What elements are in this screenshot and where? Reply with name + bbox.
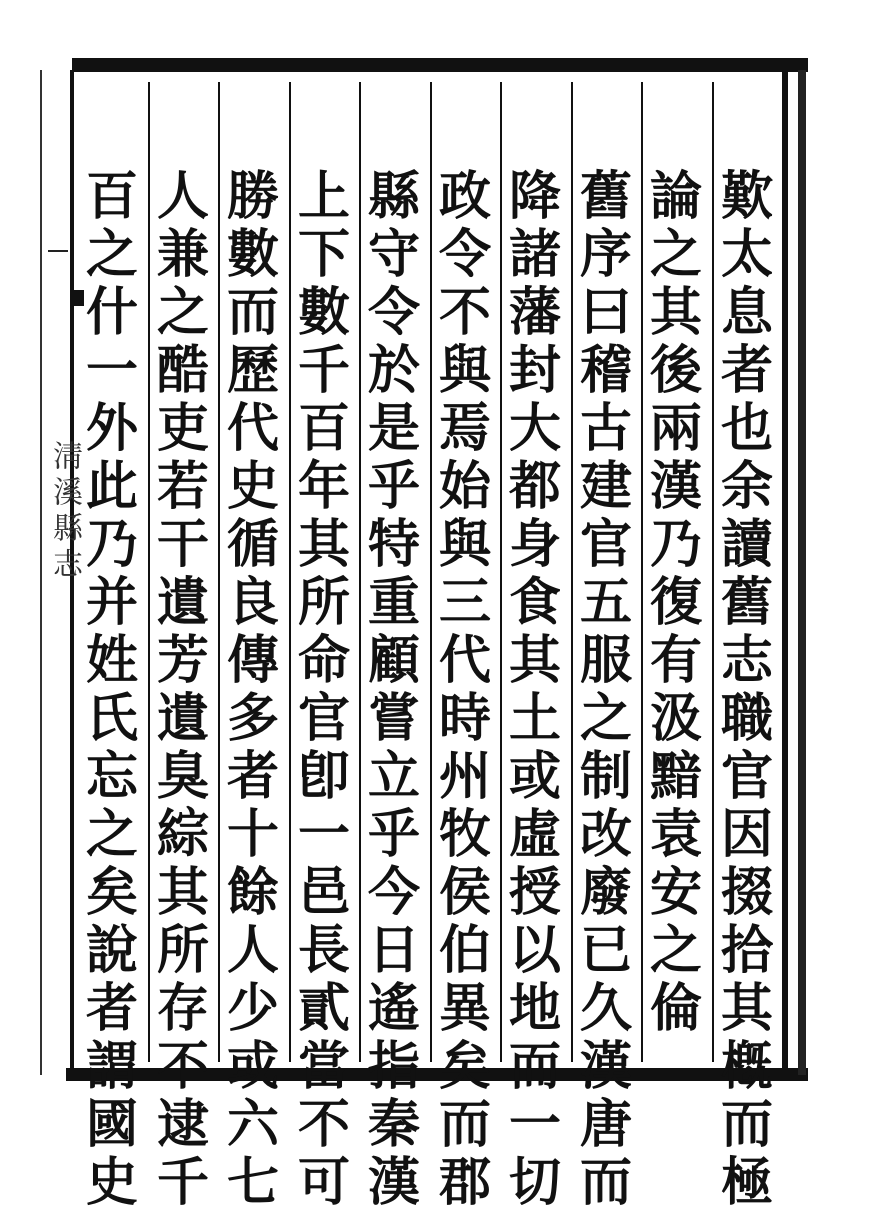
character: 之 — [85, 224, 138, 285]
character: 時 — [438, 688, 491, 749]
character: 循 — [226, 514, 279, 575]
character: 諸 — [508, 224, 561, 285]
character: 袁 — [649, 804, 702, 865]
character: 虛 — [508, 804, 561, 865]
character: 州 — [438, 746, 491, 807]
character: 也 — [720, 398, 773, 459]
character: 傳 — [226, 630, 279, 691]
character: 已 — [579, 920, 632, 981]
text-column — [434, 166, 496, 1213]
character: 守 — [367, 224, 420, 285]
character: 遙 — [367, 978, 420, 1039]
character: 日 — [367, 920, 420, 981]
character: 此 — [85, 456, 138, 517]
character: 乎 — [367, 804, 420, 865]
character: 食 — [508, 572, 561, 633]
character: 建 — [579, 456, 632, 517]
character: 以 — [508, 920, 561, 981]
character: 綜 — [156, 804, 209, 865]
character: 者 — [85, 978, 138, 1039]
right-border — [782, 62, 788, 1072]
column-rule — [712, 82, 714, 1062]
character: 異 — [438, 978, 491, 1039]
character: 之 — [579, 688, 632, 749]
character: 臭 — [156, 746, 209, 807]
column-rule — [500, 82, 502, 1062]
character: 顧 — [367, 630, 420, 691]
character: 所 — [297, 572, 350, 633]
character: 遺 — [156, 688, 209, 749]
character: 與 — [438, 340, 491, 401]
character: 始 — [438, 456, 491, 517]
character: 者 — [226, 746, 279, 807]
character: 伯 — [438, 920, 491, 981]
character: 矣 — [85, 862, 138, 923]
character: 制 — [579, 746, 632, 807]
character: 七 — [226, 1152, 279, 1213]
character: 重 — [367, 572, 420, 633]
character: 志 — [720, 630, 773, 691]
character: 命 — [297, 630, 350, 691]
character: 一 — [297, 804, 350, 865]
character: 千 — [297, 340, 350, 401]
character: 其 — [720, 978, 773, 1039]
character: 兩 — [649, 398, 702, 459]
character: 久 — [579, 978, 632, 1039]
column-rule — [148, 82, 150, 1062]
character: 乃 — [649, 514, 702, 575]
character: 不 — [156, 1036, 209, 1097]
column-rule — [571, 82, 573, 1062]
character: 下 — [297, 224, 350, 285]
character: 身 — [508, 514, 561, 575]
character: 特 — [367, 514, 420, 575]
character: 廢 — [579, 862, 632, 923]
character: 歷 — [226, 340, 279, 401]
character: 官 — [579, 514, 632, 575]
character: 舊 — [720, 572, 773, 633]
character: 余 — [720, 456, 773, 517]
character: 而 — [579, 1152, 632, 1213]
character: 逮 — [156, 1094, 209, 1155]
character: 郡 — [438, 1152, 491, 1213]
character: 服 — [579, 630, 632, 691]
character: 地 — [508, 978, 561, 1039]
character: 多 — [226, 688, 279, 749]
character: 其 — [297, 514, 350, 575]
character: 不 — [438, 282, 491, 343]
column-rule — [218, 82, 220, 1062]
character: 姓 — [85, 630, 138, 691]
right-border-outer — [798, 70, 806, 1075]
character: 當 — [297, 1036, 350, 1097]
character: 漢 — [579, 1036, 632, 1097]
character: 而 — [508, 1036, 561, 1097]
character: 其 — [649, 282, 702, 343]
character: 忘 — [85, 746, 138, 807]
character: 唐 — [579, 1094, 632, 1155]
character: 勝 — [226, 166, 279, 227]
character: 職 — [720, 688, 773, 749]
character: 五 — [579, 572, 632, 633]
character: 干 — [156, 514, 209, 575]
character: 藩 — [508, 282, 561, 343]
character: 存 — [156, 978, 209, 1039]
character: 今 — [367, 862, 420, 923]
character: 上 — [297, 166, 350, 227]
gutter-mark — [48, 250, 68, 252]
character: 焉 — [438, 398, 491, 459]
character: 代 — [438, 630, 491, 691]
character: 指 — [367, 1036, 420, 1097]
character: 因 — [720, 804, 773, 865]
character: 封 — [508, 340, 561, 401]
text-column — [222, 166, 284, 1213]
character: 千 — [156, 1152, 209, 1213]
character: 吏 — [156, 398, 209, 459]
character: 或 — [226, 1036, 279, 1097]
character: 乃 — [85, 514, 138, 575]
character: 氏 — [85, 688, 138, 749]
character: 後 — [649, 340, 702, 401]
character: 侯 — [438, 862, 491, 923]
column-rule — [359, 82, 361, 1062]
gutter-title: 淸溪縣志 — [47, 440, 82, 584]
character: 之 — [649, 224, 702, 285]
character: 汲 — [649, 688, 702, 749]
character: 或 — [508, 746, 561, 807]
text-column — [81, 166, 143, 1213]
text-column — [575, 166, 637, 1213]
character: 土 — [508, 688, 561, 749]
character: 政 — [438, 166, 491, 227]
character: 論 — [649, 166, 702, 227]
column-rule — [289, 82, 291, 1062]
character: 兼 — [156, 224, 209, 285]
character: 古 — [579, 398, 632, 459]
character: 授 — [508, 862, 561, 923]
character: 其 — [156, 862, 209, 923]
character: 邑 — [297, 862, 350, 923]
character: 改 — [579, 804, 632, 865]
character: 立 — [367, 746, 420, 807]
character: 謂 — [85, 1036, 138, 1097]
column-rule — [430, 82, 432, 1062]
character: 之 — [156, 282, 209, 343]
character: 安 — [649, 862, 702, 923]
text-column — [716, 166, 778, 1213]
character: 有 — [649, 630, 702, 691]
character: 并 — [85, 572, 138, 633]
character: 漢 — [367, 1152, 420, 1213]
character: 代 — [226, 398, 279, 459]
character: 矣 — [438, 1036, 491, 1097]
column-rule — [641, 82, 643, 1062]
top-border — [72, 58, 808, 72]
character: 貳 — [297, 978, 350, 1039]
character: 曰 — [579, 282, 632, 343]
character: 令 — [367, 282, 420, 343]
character: 年 — [297, 456, 350, 517]
character: 說 — [85, 920, 138, 981]
character: 所 — [156, 920, 209, 981]
character: 極 — [720, 1152, 773, 1213]
character: 官 — [297, 688, 350, 749]
character: 人 — [156, 166, 209, 227]
character: 數 — [297, 282, 350, 343]
character: 與 — [438, 514, 491, 575]
character: 卽 — [297, 746, 350, 807]
text-column — [293, 166, 355, 1213]
character: 嘗 — [367, 688, 420, 749]
character: 而 — [720, 1094, 773, 1155]
text-column — [645, 168, 707, 1068]
character: 百 — [85, 166, 138, 227]
character: 十 — [226, 804, 279, 865]
character: 倫 — [649, 978, 702, 1039]
character: 什 — [85, 282, 138, 343]
character: 而 — [438, 1094, 491, 1155]
character: 掇 — [720, 862, 773, 923]
character: 太 — [720, 224, 773, 285]
character: 切 — [508, 1152, 561, 1213]
text-column — [504, 166, 566, 1213]
character: 人 — [226, 920, 279, 981]
character: 酷 — [156, 340, 209, 401]
character: 可 — [297, 1152, 350, 1213]
character: 六 — [226, 1094, 279, 1155]
character: 降 — [508, 166, 561, 227]
character: 長 — [297, 920, 350, 981]
character: 史 — [226, 456, 279, 517]
character: 大 — [508, 398, 561, 459]
character: 令 — [438, 224, 491, 285]
character: 復 — [649, 572, 702, 633]
character: 餘 — [226, 862, 279, 923]
character: 官 — [720, 746, 773, 807]
character: 槪 — [720, 1036, 773, 1097]
character: 之 — [85, 804, 138, 865]
character: 不 — [297, 1094, 350, 1155]
character: 其 — [508, 630, 561, 691]
character: 遺 — [156, 572, 209, 633]
character: 歎 — [720, 166, 773, 227]
character: 三 — [438, 572, 491, 633]
text-column — [363, 166, 425, 1213]
character: 是 — [367, 398, 420, 459]
character: 息 — [720, 282, 773, 343]
character: 史 — [85, 1152, 138, 1213]
character: 國 — [85, 1094, 138, 1155]
character: 數 — [226, 224, 279, 285]
character: 者 — [720, 340, 773, 401]
character: 讀 — [720, 514, 773, 575]
character: 縣 — [367, 166, 420, 227]
character: 良 — [226, 572, 279, 633]
character: 都 — [508, 456, 561, 517]
character: 漢 — [649, 456, 702, 517]
character: 外 — [85, 398, 138, 459]
character: 舊 — [579, 166, 632, 227]
character: 少 — [226, 978, 279, 1039]
character: 芳 — [156, 630, 209, 691]
character: 一 — [508, 1094, 561, 1155]
character: 若 — [156, 456, 209, 517]
character: 而 — [226, 282, 279, 343]
character: 之 — [649, 920, 702, 981]
character: 拾 — [720, 920, 773, 981]
character: 一 — [85, 340, 138, 401]
character: 黯 — [649, 746, 702, 807]
character: 百 — [297, 398, 350, 459]
character: 稽 — [579, 340, 632, 401]
character: 秦 — [367, 1094, 420, 1155]
character: 序 — [579, 224, 632, 285]
character: 乎 — [367, 456, 420, 517]
text-column — [152, 166, 214, 1213]
character: 牧 — [438, 804, 491, 865]
character: 於 — [367, 340, 420, 401]
